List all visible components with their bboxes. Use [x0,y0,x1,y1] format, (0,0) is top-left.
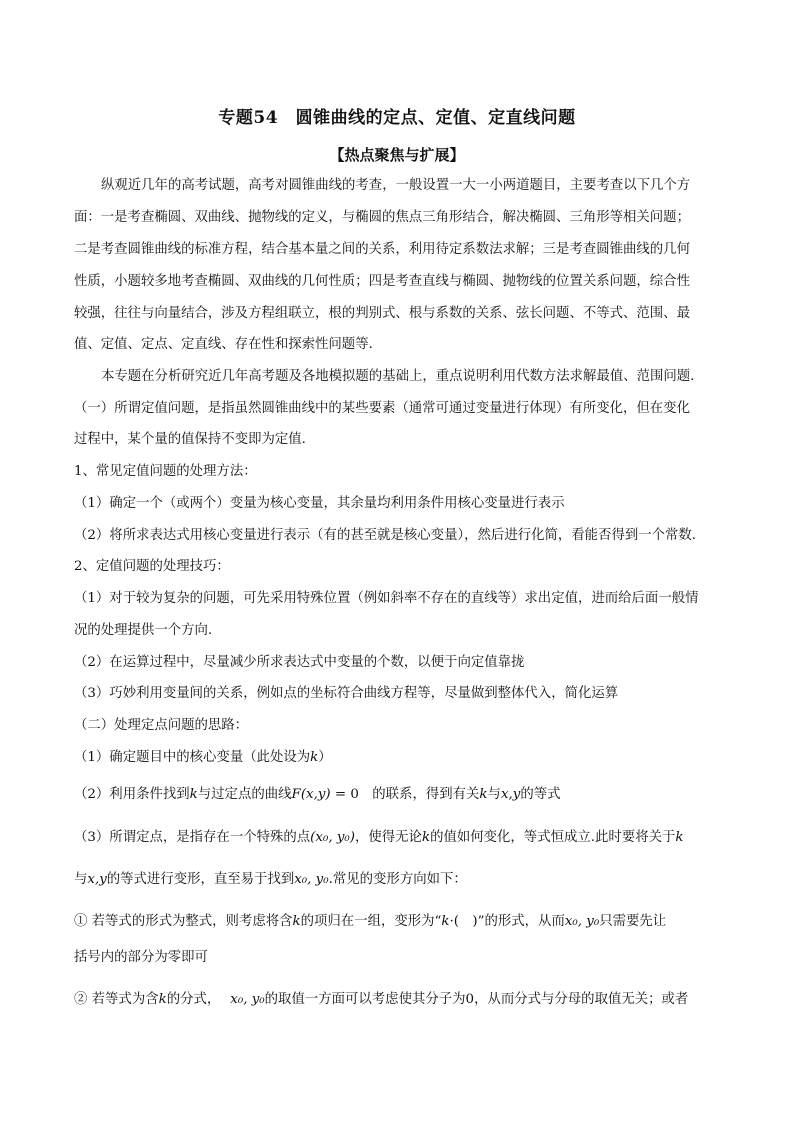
math-equation: = 0 [330,787,359,802]
paragraph-line [74,913,666,931]
paragraph-line: 况的处理提供一个方向. [74,623,213,638]
section-heading: 【热点聚焦与扩展】 [329,146,465,164]
paragraph-line [74,871,467,889]
paragraph-line: 性质，小题较多地考查椭圆、双曲线的几何性质；四是考查直线与椭圆、抛物线的位置关系问题，综合性 [74,274,690,289]
text-run: （2）利用条件找到 [74,787,190,802]
text-run: ，使得无论 [355,830,422,845]
text-run: 的分式， [166,992,221,1007]
text-run: ② 若等式为含 [74,992,159,1007]
text-run: 的值如何变化，等式恒成立.此时要将关于 [430,830,676,845]
math-arguments: (x,y) [300,787,331,802]
text-run: ） [318,750,332,765]
math-variable: k [292,914,301,929]
math-variable: k [310,750,319,765]
paragraph-line: 过程中，某个量的值保持不变即为定值. [74,432,306,447]
paragraph-line: （1）确定一个（或两个）变量为核心变量，其余量均利用条件用核心变量进行表示 [74,496,565,511]
text-run: 只需要先让 [599,914,667,929]
math-variable: k [189,787,198,802]
text-run: 的联系，得到有关 [358,787,480,802]
text-run: ① 若等式的形式为整式，则考虑将含 [74,914,293,929]
paragraph-line: 较强，往往与向量结合，涉及方程组联立，根的判别式、根与系数的关系、弦长问题、不等式、范围、最 [74,306,690,321]
math-variable: k [158,992,167,1007]
text-run: .常见的变形方向如下： [328,872,467,887]
paragraph-line: 1、常见定值问题的处理方法： [74,464,257,479]
math-variable: k [421,830,431,845]
paragraph-line [74,829,684,847]
text-run: 与过定点的曲线 [197,787,292,802]
text-run: 与 [487,787,501,802]
math-variables: x₀, y₀ [230,992,265,1007]
text-run: （3）所谓定点，是指存在一个特殊的点 [74,830,311,845]
math-variable: k [479,787,488,802]
paragraph-line: 括号内的部分为零即可 [74,950,208,965]
paragraph-line: 纵观近几年的高考试题，高考对圆锥曲线的考查，一般设置一大一小两道题目，主要考查以下几个方 [101,178,691,193]
paragraph-line: （1）对于较为复杂的问题，可先采用特殊位置（例如斜率不存在的直线等）求出定值，进而给后面一般情 [74,591,699,606]
paragraph-line [74,991,688,1009]
math-variable: k [675,830,684,845]
text-run: 的等式进行变形，直至易于找到 [106,872,295,887]
paragraph-line: 值、定值、定点、定直线、存在性和探索性问题等. [74,337,373,352]
text-run: 的取值一方面可以考虑使其分子为 [264,992,466,1007]
math-point: (x₀, y₀) [310,830,355,845]
document-title: 专题54 圆锥曲线的定点、定值、定直线问题 [218,108,576,128]
text-run: 的等式 [520,787,561,802]
paragraph-line: （一）所谓定值问题，是指虽然圆锥曲线中的某些要素（通常可通过变量进行体现）有所变化，但在变化 [74,401,690,416]
paragraph-line: 本专题在分析研究近几年高考题及各地模拟题的基础上，重点说明利用代数方法求解最值、范围问题. [101,369,695,384]
math-function: F [291,787,301,802]
math-variables: x,y [87,872,107,887]
paragraph-line: （二）处理定点问题的思路： [74,718,249,733]
paragraph-line [74,786,560,804]
text-run: ，从而分式与分母的取值无关；或者 [474,992,689,1007]
math-variables: x,y [500,787,521,802]
paragraph-line [74,749,332,767]
math-variables: x₀, y₀ [294,872,329,887]
paragraph-line: 二是考查圆锥曲线的标准方程，结合基本量之间的关系，利用待定系数法求解；三是考查圆锥曲线的几何 [74,242,690,257]
text-run: 与 [74,872,88,887]
text-run: ”的形式，从而 [477,914,565,929]
math-number: 0 [465,992,475,1007]
math-expression: ·( ) [449,914,478,929]
text-run: （1）确定题目中的核心变量（此处设为 [74,750,311,765]
paragraph-line: （2）将所求表达式用核心变量进行表示（有的甚至就是核心变量），然后进行化简，看能否得到一个常数. [74,528,697,543]
math-variables: x₀, y₀ [564,914,600,929]
paragraph-line: （2）在运算过程中，尽量减少所求表达式中变量的个数，以便于向定值靠拢 [74,655,525,670]
paragraph-line: 面：一是考查椭圆、双曲线、抛物线的定义，与椭圆的焦点三角形结合，解决椭圆、三角形等相关问题； [74,210,690,225]
paragraph-line: （3）巧妙利用变量间的关系，例如点的坐标符合曲线方程等，尽量做到整体代入，简化运算 [74,686,619,701]
math-variable: k [441,914,450,929]
paragraph-line: 2、定值问题的处理技巧： [74,559,230,574]
text-run: 的项归在一组，变形为“ [300,914,442,929]
